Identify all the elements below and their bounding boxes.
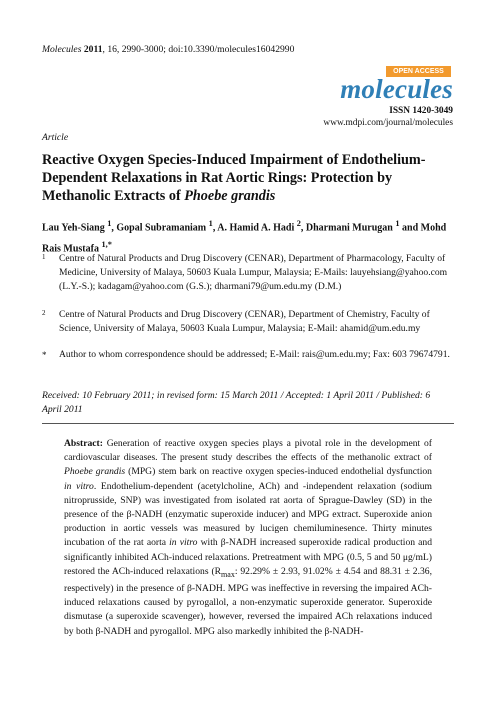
citation-details: , 16, 2990-3000; doi:10.3390/molecules16042990 (102, 44, 295, 55)
author-3-affil: 2 (296, 219, 301, 228)
author-2: , Gopal Subramaniam (111, 222, 207, 234)
affiliation-1-text: Centre of Natural Products and Drug Discovery (CENAR), Department of Pharmacology, Faculty of Medicine, University of Malaya, 50603 Kuala Lumpur, Malaysia; E-Mails: lauyehsiang@yahoo.com (L.Y.-S.); kadagam@yahoo.com (G.S.); dharmani79@um.edu.my (D.M.) (59, 253, 448, 292)
abstract (64, 437, 432, 639)
author-4-affil: 1 (395, 219, 400, 228)
author-5-affil-num: 1, (101, 240, 108, 250)
abstract-text-2: (MPG) stem bark on reactive oxygen species-induced endothelial dysfunction (125, 466, 432, 478)
citation-line (42, 44, 294, 55)
correspondence (42, 348, 452, 362)
issn: ISSN 1420-3049 (389, 106, 453, 116)
correspondence-text: Author to whom correspondence should be addressed; E-Mail: rais@um.edu.my; Fax: 603 79674791. (59, 349, 450, 360)
author-1: Lau Yeh-Siang (42, 222, 105, 234)
affiliation-2-text: Centre of Natural Products and Drug Discovery (CENAR), Department of Chemistry, Faculty of Science, University of Malaya, 50603 Kuala Lumpur, Malaysia; E-Mail: ahamid@um.edu.my (59, 309, 430, 334)
title-main: Reactive Oxygen Species-Induced Impairment of Endothelium-Dependent Relaxations in Rat Aortic Rings: Protection by Methanolic Extracts of (42, 152, 426, 204)
citation-year: 2011 (83, 44, 103, 55)
publication-dates: Received: 10 February 2011; in revised form: 15 March 2011 / Accepted: 1 April 2011 / Published: 6 April 2011 (42, 390, 431, 415)
abstract-text-3: . Endothelium-dependent (acetylcholine, ACh) and -independent relaxation (sodium nitroprusside, SNP) was investigated from isolated rat aorta of Sprague-Dawley (SD) in the presence of the β-NADH (enzymatic superoxide inducer) and MPG extract. Superoxide anion production in aortic vessels was measured by lucigen chemiluminesence. Thirty minutes incubation of the rat aorta (64, 480, 432, 549)
journal-logo: molecules (340, 74, 453, 104)
abstract-species: Phoebe grandis (64, 466, 126, 478)
correspondence-star: * (42, 350, 47, 360)
author-2-affil: 1 (208, 219, 213, 228)
affiliation-1-number: 1 (42, 253, 46, 261)
open-access-badge: OPEN ACCESS (386, 66, 451, 77)
author-5: and Mohd Rais Mustafa (42, 222, 447, 255)
abstract-rmax-sub: max (221, 569, 235, 579)
author-5-affil (101, 240, 111, 249)
affiliation-2 (42, 308, 452, 336)
abstract-label: Abstract: (64, 438, 103, 449)
author-4: , Dharmani Murugan (300, 222, 393, 234)
abstract-text-4: with β-NADH increased superoxide radical production and significantly inhibited ACh-induced relaxations. Pretreatment with MPG (0.5, 5 and 50 μg/mL) restored the ACh-induced relaxations (R (64, 537, 433, 577)
title-species: Phoebe grandis (184, 188, 276, 204)
paper-title (42, 151, 462, 205)
affiliation-2-number: 2 (42, 309, 46, 317)
citation-journal: Molecules (42, 44, 82, 55)
journal-url[interactable]: www.mdpi.com/journal/molecules (323, 118, 453, 128)
abstract-in-vitro-1: in vitro (64, 480, 94, 492)
corresponding-star: * (107, 240, 112, 250)
abstract-text-5: : 92.29% ± 2.93, 91.02% ± 4.54 and 88.31 ± 2.36, respectively) in the presence of β-NADH. MPG was ineffective in reversing the impaired ACh-induced relaxations caused by pyrogallol, a non-enzymatic superoxide generator. Superoxide dismutase (a superoxide scavenger), however, reversed the impaired ACh relaxations induced by both β-NADH and pyrogallol. MPG also markedly inhibited the β-NADH- (64, 565, 432, 637)
author-1-affil: 1 (107, 219, 112, 228)
affiliation-1 (42, 252, 452, 294)
divider (42, 423, 454, 424)
abstract-in-vitro-2: in vitro (169, 537, 198, 549)
article-type: Article (42, 132, 69, 143)
author-3: , A. Hamid A. Hadi (212, 222, 295, 234)
abstract-text-1: Generation of reactive oxygen species plays a pivotal role in the development of cardiovascular diseases. The present study describes the effects of the methanolic extract of (64, 438, 432, 464)
